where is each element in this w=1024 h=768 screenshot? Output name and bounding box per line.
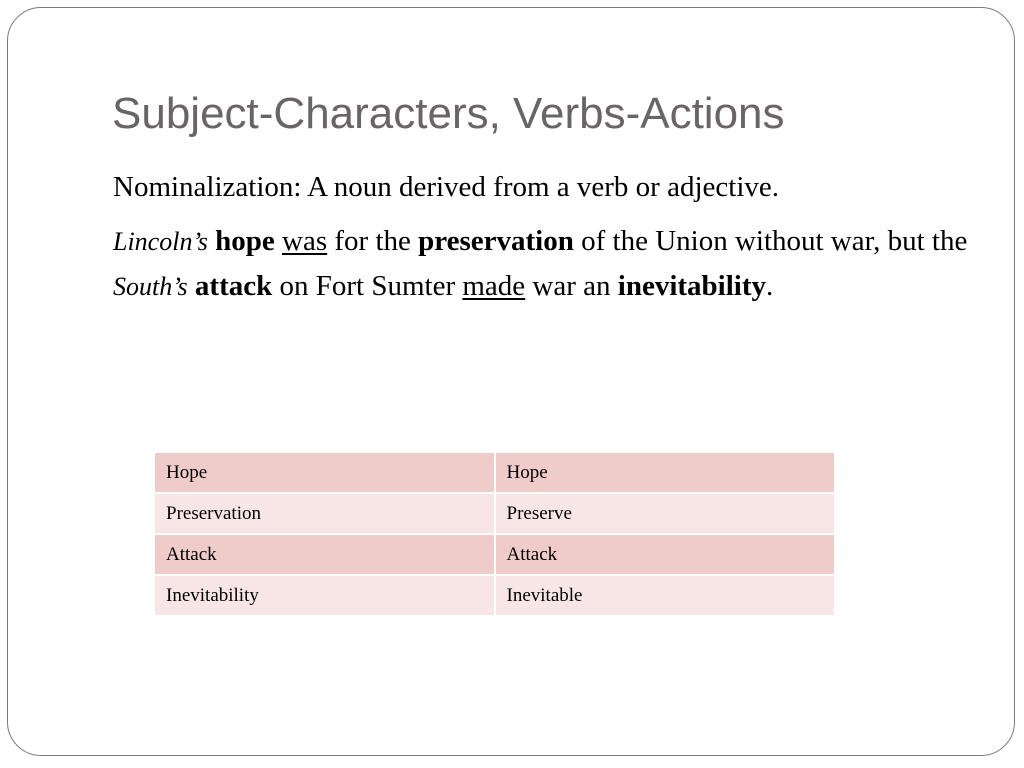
table-cell-verb: Preserve: [495, 493, 836, 534]
nominalization-table: [153, 451, 836, 617]
table-row: [154, 452, 835, 493]
example-preservation: preservation: [418, 225, 574, 257]
example-on-fort: on Fort Sumter: [279, 270, 456, 302]
table-cell-noun: Hope: [154, 452, 495, 493]
example-sentence: [113, 219, 983, 309]
table-cell-verb: Attack: [495, 534, 836, 575]
example-lincolns: Lincoln’s: [113, 227, 208, 256]
table-row: [154, 534, 835, 575]
example-was: was: [282, 225, 328, 257]
example-war-an: war an: [532, 270, 611, 302]
example-inevitability: inevitability: [617, 270, 766, 302]
example-hope: hope: [215, 225, 275, 257]
example-attack: attack: [194, 270, 273, 302]
table-cell-noun: Attack: [154, 534, 495, 575]
table-cell-noun: Preservation: [154, 493, 495, 534]
example-made: made: [462, 270, 526, 302]
definition-text: Nominalization: A noun derived from a verb or adjective.: [113, 171, 779, 203]
table-cell-verb: Hope: [495, 452, 836, 493]
example-of-union: of the Union without war, but the: [581, 225, 968, 257]
example-period: .: [766, 270, 774, 302]
example-souths: South’s: [113, 272, 188, 301]
slide-title: Subject-Characters, Verbs-Actions: [112, 89, 785, 138]
example-for-the: for the: [334, 225, 411, 257]
table-row: [154, 575, 835, 616]
table-cell-noun: Inevitability: [154, 575, 495, 616]
table-cell-verb: Inevitable: [495, 575, 836, 616]
table-row: [154, 493, 835, 534]
